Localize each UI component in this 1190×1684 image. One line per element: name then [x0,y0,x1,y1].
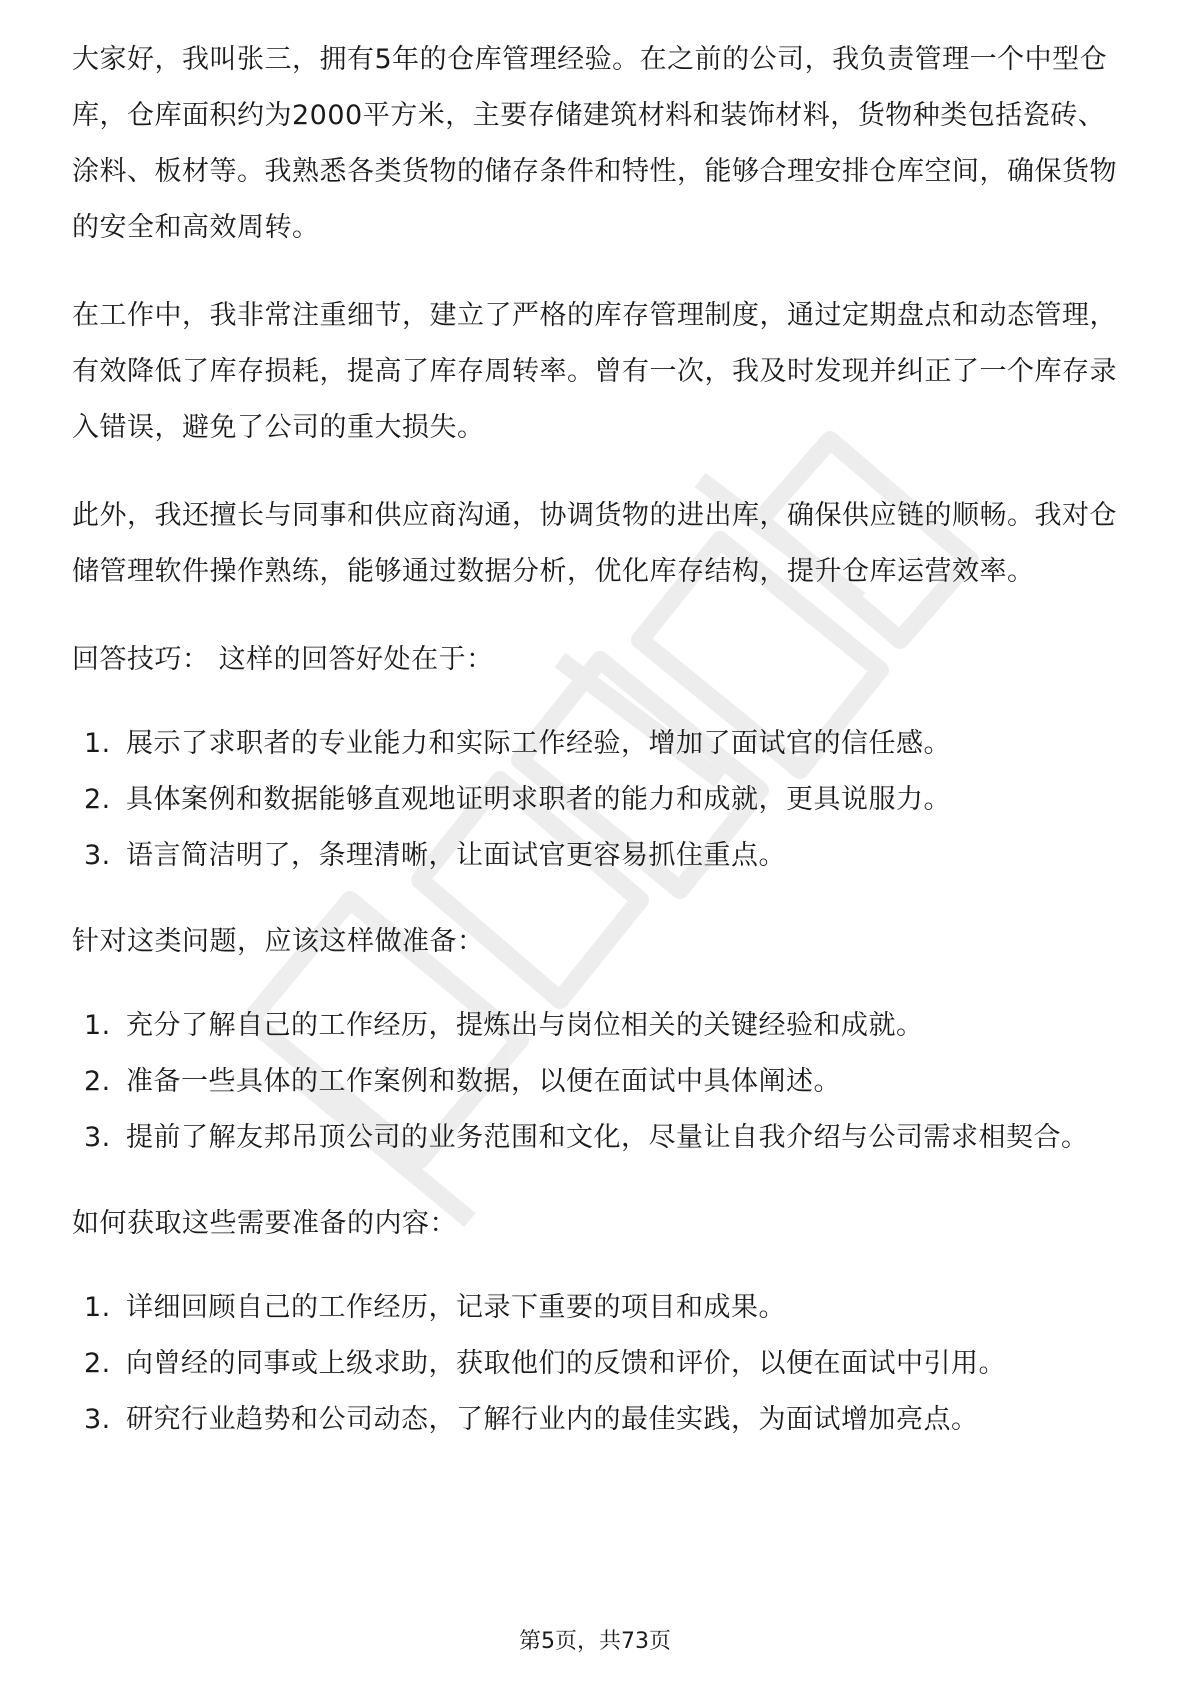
document-body [72,32,1122,1478]
list-text: 准备一些具体的工作案例和数据，以便在面试中具体阐述。 [126,1066,841,1097]
list-number: 3. [84,1404,111,1435]
list-text: 具体案例和数据能够直观地证明求职者的能力和成就，更具说服力。 [126,784,951,815]
list-number: 2. [84,1066,111,1097]
prepare-list [72,998,1122,1166]
list-text: 语言简洁明了，条理清晰，让面试官更容易抓住重点。 [126,840,786,871]
list-number: 2. [84,1348,111,1379]
list-number: 2. [84,784,111,815]
list-text: 详细回顾自己的工作经历，记录下重要的项目和成果。 [126,1292,786,1323]
list-text: 充分了解自己的工作经历，提炼出与岗位相关的关键经验和成就。 [126,1010,924,1041]
list-number: 1. [84,1010,111,1041]
list-text: 提前了解友邦吊顶公司的业务范围和文化，尽量让自我介绍与公司需求相契合。 [126,1122,1089,1153]
tips-list [72,716,1122,884]
list-item [72,998,1122,1054]
list-item [72,1392,1122,1448]
list-text: 向曾经的同事或上级求助，获取他们的反馈和评价，以便在面试中引用。 [126,1348,1006,1379]
list-item [72,1110,1122,1166]
list-text: 研究行业趋势和公司动态，了解行业内的最佳实践，为面试增加亮点。 [126,1404,979,1435]
skills-paragraph: 此外，我还擅长与同事和供应商沟通，协调货物的进出库，确保供应链的顺畅。我对仓储管理软件操作熟练，能够通过数据分析，优化库存结构，提升仓库运营效率。 [72,500,1117,587]
list-number: 3. [84,840,111,871]
page-footer: 第5页，共73页 [519,1629,671,1654]
list-number: 1. [84,1292,111,1323]
detail-paragraph: 在工作中，我非常注重细节，建立了严格的库存管理制度，通过定期盘点和动态管理，有效降低了库存损耗，提高了库存周转率。曾有一次，我及时发现并纠正了一个库存录入错误，避免了公司的重大损失。 [72,300,1117,443]
list-item [72,716,1122,772]
tips-heading: 回答技巧： 这样的回答好处在于： [72,644,494,675]
list-item [72,1280,1122,1336]
list-item [72,1054,1122,1110]
list-number: 1. [84,728,111,759]
list-item [72,828,1122,884]
prepare-heading: 针对这类问题，应该这样做准备： [72,926,485,957]
list-number: 3. [84,1122,111,1153]
list-item [72,1336,1122,1392]
obtain-heading: 如何获取这些需要准备的内容： [72,1208,457,1239]
list-text: 展示了求职者的专业能力和实际工作经验，增加了面试官的信任感。 [126,728,951,759]
obtain-list [72,1280,1122,1448]
list-item [72,772,1122,828]
intro-paragraph: 大家好，我叫张三，拥有5年的仓库管理经验。在之前的公司，我负责管理一个中型仓库，仓库面积约为2000平方米，主要存储建筑材料和装饰材料，货物种类包括瓷砖、涂料、板材等。我熟悉各类货物的储存条件和特性，能够合理安排仓库空间，确保货物的安全和高效周转。 [72,44,1117,243]
